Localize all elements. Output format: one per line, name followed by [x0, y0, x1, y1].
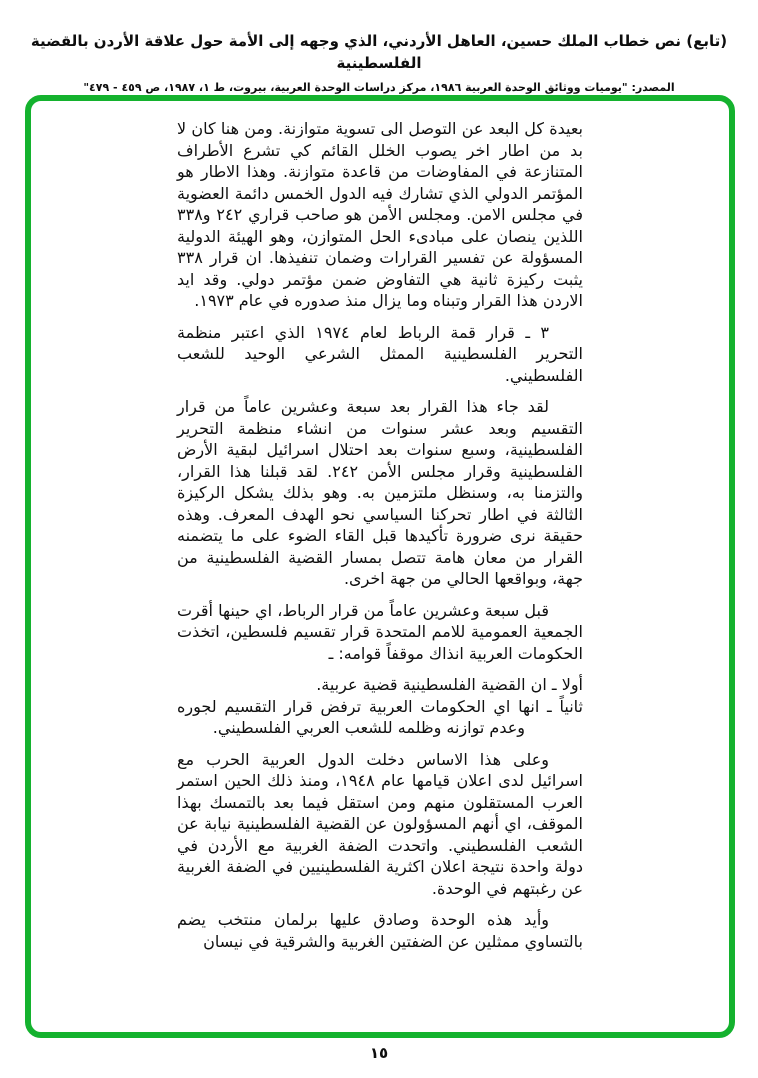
document-frame	[25, 95, 735, 1038]
page-title: (تابع) نص خطاب الملك حسين، العاهل الأردني، الذي وجهه إلى الأمة حول علاقة الأردن بالقضية الفلسطينية	[30, 32, 728, 72]
paragraph: قبل سبعة وعشرين عاماً من قرار الرباط، اي حينها أقرت الجمعية العمومية للامم المتحدة قرار تقسيم فلسطين، اتخذت الحكومات العربية انذاك موقفاً قوامه: ـ	[177, 600, 583, 663]
document-header	[0, 0, 758, 96]
paragraph: لقد جاء هذا القرار بعد سبعة وعشرين عاماً من قرار التقسيم وبعد عشر سنوات من انشاء منظمة التحرير الفلسطينية، وسبع سنوات بعد احتلال اسرائيل لبقية الأرض الفلسطينية وقرار مجلس الأمن ٢٤٢. لقد قبلنا هذا القرار، والتزمنا به، وسنظل ملتزمين به. وهو بذلك يشكل الركيزة الثالثة في اطار تحركنا السياسي نحو الهدف المعرف. وهذه حقيقة نرى ضرورة تأكيدها قبل القاء الضوء على ما يتضمنه القرار من معان هامة تتصل بمسار القضية الفلسطينية من جهة، وبواقعها الحالي من جهة اخرى.	[177, 397, 583, 588]
source-line: المصدر: "يوميات ووثائق الوحدة العربية ١٩٨٦، مركز دراسات الوحدة العربية، بيروت، ط ١، ١٩٨٧، ص ٤٥٩ - ٤٧٩"	[83, 81, 675, 94]
document-body	[177, 118, 583, 952]
paragraph: وأيد هذه الوحدة وصادق عليها برلمان منتخب يضم بالتساوي ممثلين عن الضفتين الغربية والشرقية في نيسان	[177, 910, 583, 951]
paragraph: وعلى هذا الاساس دخلت الدول العربية الحرب مع اسرائيل لدى اعلان قيامها عام ١٩٤٨، ومنذ ذلك الحين استمر العرب المستقلون منهم ومن استقل فيما بعد بالتمسك بهذا الموقف، اي أنهم المسؤولون عن القضية الفلسطينية نيابة عن الشعب الفلسطيني. واتحدت الضفة الغربية مع الأردن في دولة واحدة نتيجة اعلان اكثرية الفلسطينيين في الضفة الغربية عن رغبتهم في الوحدة.	[177, 749, 583, 898]
list-item: أولا ـ ان القضية الفلسطينية قضية عربية.	[316, 675, 583, 694]
list-item: ثانياً ـ انها اي الحكومات العربية ترفض قرار التقسيم لجوره وعدم توازنه وظلمه للشعب العربي الفلسطيني.	[177, 696, 583, 737]
paragraph: ٣ ـ قرار قمة الرباط لعام ١٩٧٤ الذي اعتبر منظمة التحرير الفلسطينية الممثل الشرعي الوحيد للشعب الفلسطيني.	[177, 322, 583, 385]
page-number: ١٥	[369, 1044, 389, 1062]
paragraph: بعيدة كل البعد عن التوصل الى تسوية متوازنة. ومن هنا كان لا بد من اطار اخر يصوب الخلل القائم كي تشرع الأطراف المتنازعة في المفاوضات من قاعدة متوازنة. وهذا الاطار هو المؤتمر الدولي الذي تشارك فيه الدول الخمس دائمة العضوية في مجلس الامن. ومجلس الأمن هو صاحب قراري ٢٤٢ و٣٣٨ اللذين ينصان على مبادىء الحل المتوازن، وهو الهيئة الدولية المسؤولة عن تفسير القرارات وضمان تنفيذها. ان قرار ٣٣٨ يثبت ركيزة ثانية هي التفاوض ضمن مؤتمر دولي. وقد ايد الاردن هذا القرار وتبناه وما يزال منذ صدوره في عام ١٩٧٣.	[177, 119, 584, 310]
